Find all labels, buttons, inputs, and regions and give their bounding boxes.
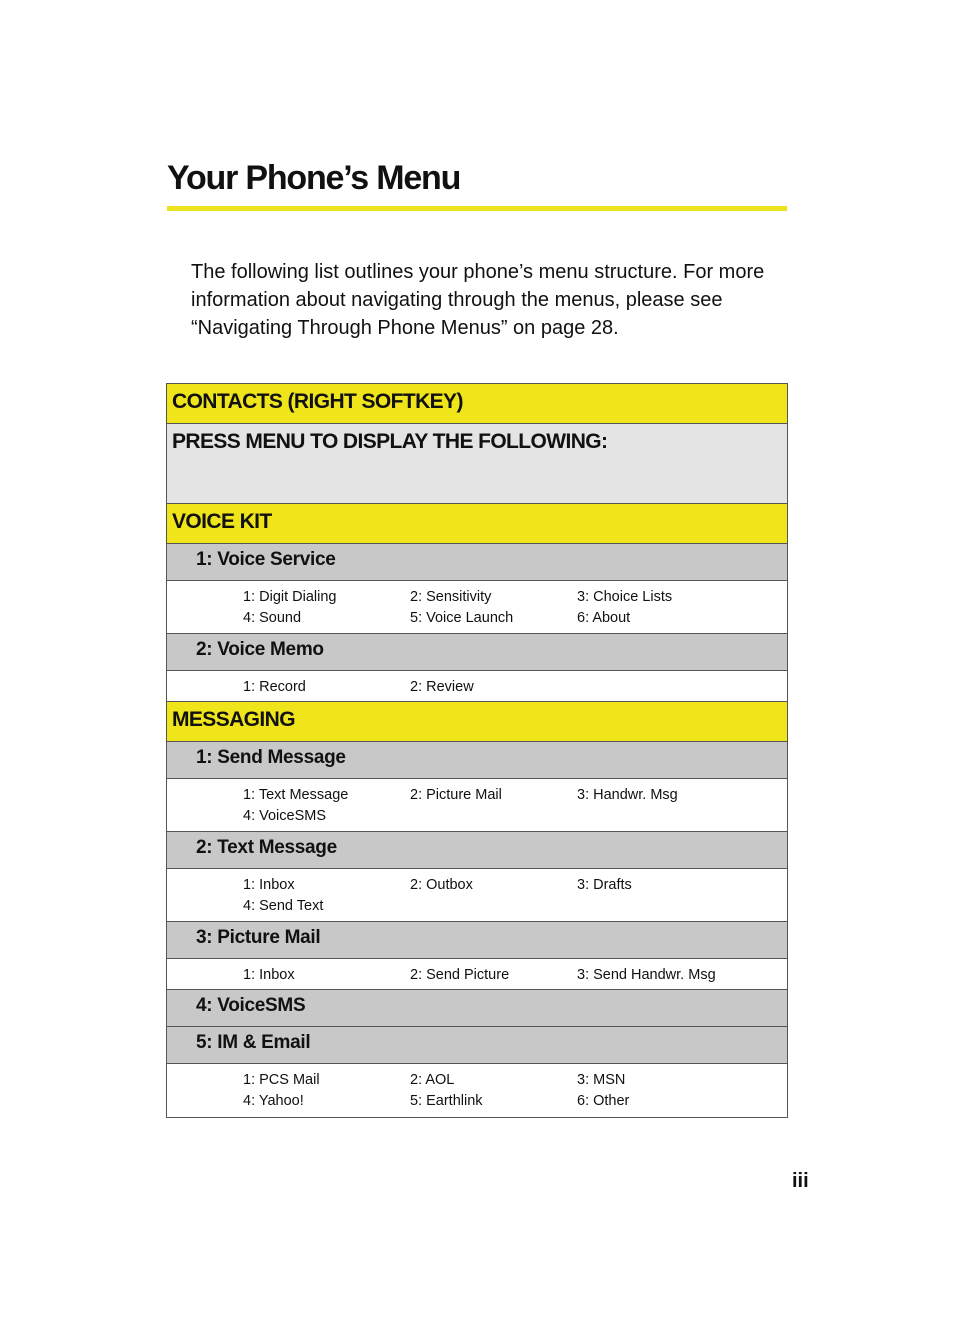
send-message-row: [167, 742, 787, 779]
contacts-header-row: [167, 384, 787, 424]
menu-item: 1: Digit Dialing: [243, 589, 337, 605]
voice-memo-items: [167, 671, 787, 702]
menu-item: 3: Choice Lists: [577, 589, 673, 605]
page-number: iii: [792, 1170, 809, 1192]
im-email-items: [167, 1064, 787, 1117]
voice-service-label: 1: Voice Service: [196, 549, 336, 570]
menu-item: 1: Text Message: [243, 787, 349, 803]
menu-item: 2: Sensitivity: [410, 589, 492, 605]
press-menu-row: [167, 424, 787, 504]
intro-paragraph: The following list outlines your phone’s menu structure. For more information about navigating through the menus, please see “Navigating Through Phone Menus” on page 28.: [191, 261, 765, 339]
menu-item: 5: Voice Launch: [410, 610, 514, 626]
voicesms-label: 4: VoiceSMS: [196, 995, 306, 1016]
voice-memo-row: [167, 634, 787, 671]
picture-mail-label: 3: Picture Mail: [196, 927, 321, 948]
menu-item: 1: PCS Mail: [243, 1072, 320, 1088]
menu-item: 4: Send Text: [243, 898, 324, 914]
text-message-row: [167, 832, 787, 869]
im-email-label: 5: IM & Email: [196, 1032, 311, 1053]
title-underline: [167, 206, 787, 211]
voice-memo-label: 2: Voice Memo: [196, 639, 324, 660]
voice-service-row: [167, 544, 787, 581]
menu-item: 3: Send Handwr. Msg: [577, 967, 716, 983]
picture-mail-items: [167, 959, 787, 990]
text-message-label: 2: Text Message: [196, 837, 337, 858]
menu-item: 6: Other: [577, 1093, 630, 1109]
contacts-header: CONTACTS (RIGHT SOFTKEY): [172, 390, 463, 413]
menu-item: 4: Yahoo!: [243, 1093, 304, 1109]
send-message-label: 1: Send Message: [196, 747, 346, 768]
messaging-header: MESSAGING: [172, 708, 295, 731]
text-message-items: [167, 869, 787, 922]
voice-kit-header-row: [167, 504, 787, 544]
menu-structure-table: [166, 383, 788, 1118]
menu-item: 4: VoiceSMS: [243, 808, 327, 824]
voice-kit-header: VOICE KIT: [172, 510, 272, 533]
send-message-items: [167, 779, 787, 832]
menu-item: 2: Outbox: [410, 877, 473, 893]
picture-mail-row: [167, 922, 787, 959]
page-title: Your Phone’s Menu: [167, 159, 461, 197]
press-menu-label: PRESS MENU TO DISPLAY THE FOLLOWING:: [172, 430, 608, 453]
voice-service-items: [167, 581, 787, 634]
menu-item: 1: Record: [243, 679, 306, 695]
menu-item: 4: Sound: [243, 610, 302, 626]
menu-item: 6: About: [577, 610, 631, 626]
menu-item: 1: Inbox: [243, 967, 295, 983]
im-email-row: [167, 1027, 787, 1064]
menu-item: 3: Drafts: [577, 877, 632, 893]
menu-item: 1: Inbox: [243, 877, 295, 893]
menu-item: 2: AOL: [410, 1072, 455, 1088]
menu-item: 2: Send Picture: [410, 967, 510, 983]
menu-item: 5: Earthlink: [410, 1093, 483, 1109]
messaging-header-row: [167, 702, 787, 742]
menu-item: 3: Handwr. Msg: [577, 787, 678, 803]
menu-item: 3: MSN: [577, 1072, 626, 1088]
menu-item: 2: Picture Mail: [410, 787, 502, 803]
voicesms-row: [167, 990, 787, 1027]
menu-item: 2: Review: [410, 679, 474, 695]
